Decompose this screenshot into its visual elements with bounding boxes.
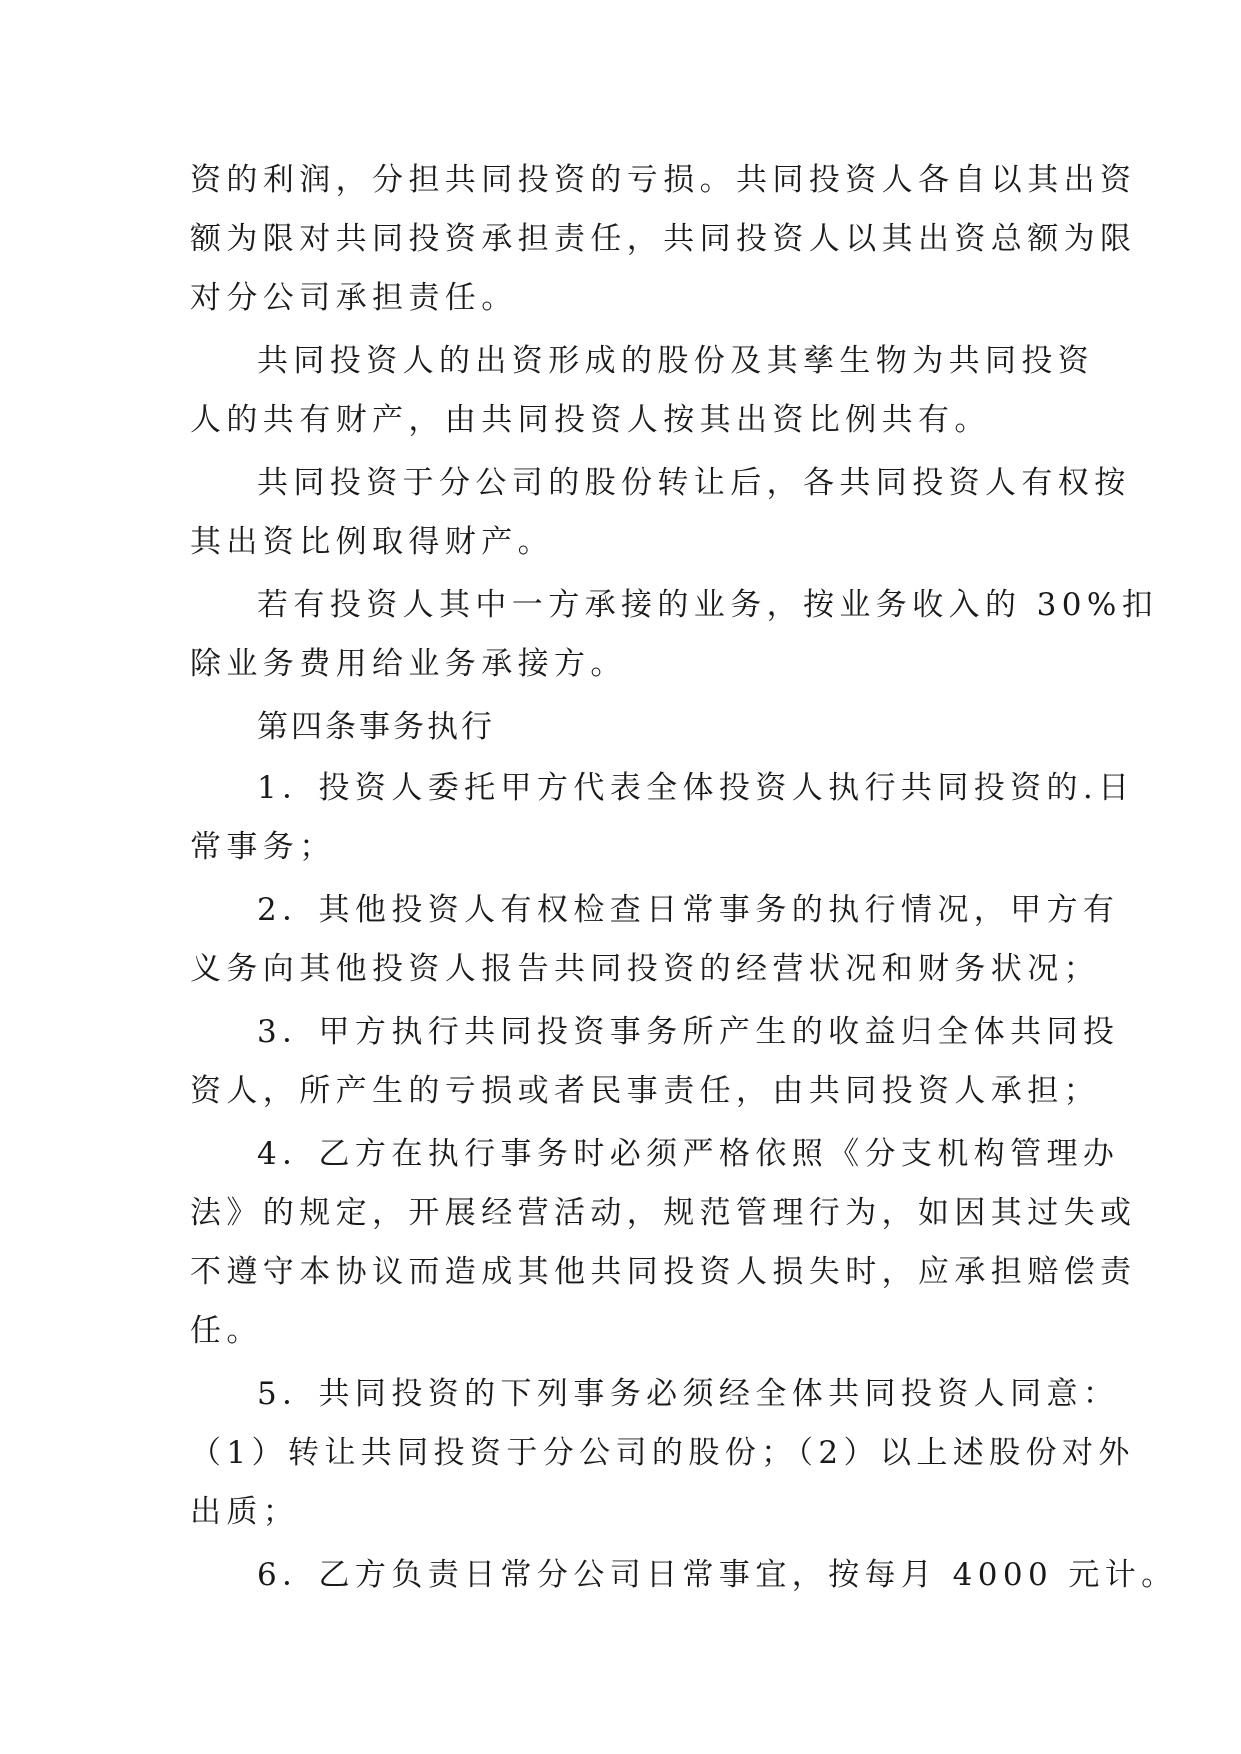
- text-line: 义务向其他投资人报告共同投资的经营状况和财务状况；: [190, 951, 1100, 987]
- text-line: 其出资比例取得财产。: [190, 524, 554, 560]
- text-line: 4．乙方在执行事务时必须严格依照《分支机构管理办: [257, 1136, 1120, 1172]
- text-line: 除业务费用给业务承接方。: [190, 646, 627, 682]
- text-line: 1．投资人委托甲方代表全体投资人执行共同投资的.日: [257, 770, 1135, 806]
- text-line: 共同投资于分公司的股份转让后，各共同投资人有权按: [257, 465, 1131, 501]
- text-line: 常事务；: [190, 829, 336, 865]
- text-line: 6．乙方负责日常分公司日常事宜，按每月 4000 元计。: [257, 1557, 1178, 1593]
- text-line: 3．甲方执行共同投资事务所产生的收益归全体共同投: [257, 1014, 1120, 1050]
- text-line: 出质；: [190, 1494, 300, 1530]
- text-line: 5．共同投资的下列事务必须经全体共同投资人同意：: [257, 1376, 1120, 1412]
- text-line: 法》的规定，开展经营活动，规范管理行为，如因其过失或: [190, 1195, 1137, 1231]
- text-line: 不遵守本协议而造成其他共同投资人损失时，应承担赔偿责: [190, 1254, 1137, 1290]
- text-line: 额为限对共同投资承担责任，共同投资人以其出资总额为限: [190, 221, 1137, 257]
- text-line: 任。: [190, 1313, 263, 1349]
- text-line: （1）转让共同投资于分公司的股份；（2）以上述股份对外: [190, 1435, 1135, 1471]
- text-line: 人的共有财产，由共同投资人按其出资比例共有。: [190, 402, 991, 438]
- text-line: 对分公司承担责任。: [190, 280, 518, 316]
- text-line: 2．其他投资人有权检查日常事务的执行情况，甲方有: [257, 892, 1120, 928]
- text-line: 若有投资人其中一方承接的业务，按业务收入的 30%扣: [257, 587, 1159, 623]
- text-line: 共同投资人的出资形成的股份及其孳生物为共同投资: [257, 343, 1095, 379]
- section-heading: 第四条事务执行: [257, 709, 495, 745]
- text-line: 资的利润，分担共同投资的亏损。共同投资人各自以其出资: [190, 162, 1137, 198]
- text-line: 资人，所产生的亏损或者民事责任，由共同投资人承担；: [190, 1073, 1100, 1109]
